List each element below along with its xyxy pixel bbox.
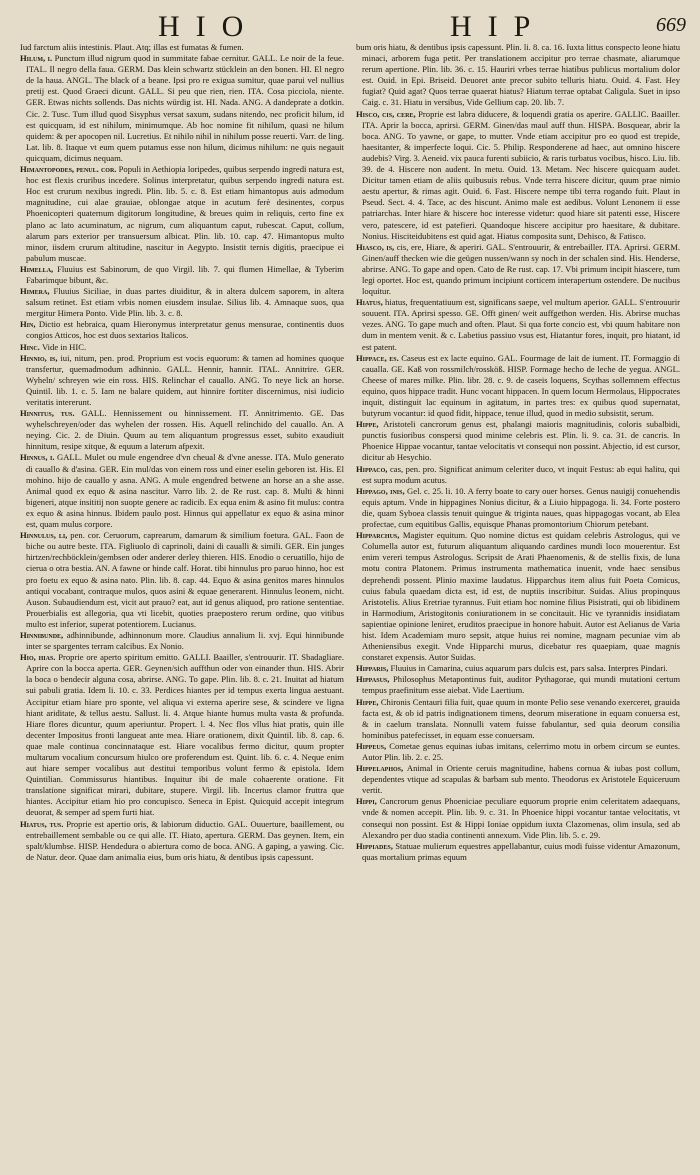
dictionary-entry: [356, 109, 680, 242]
entry-text: Aristoteli cancrorum genus est, phalangi maioris magnitudinis, coloris subalbidi, punctis fusioribus conspersi quod minime celebris est. Plin. li. 9. ca. 31. de cancris. In Phoenice Hippae vocantur, tantae velocitatis vt consequi non possint. Abjectio, id est cursor, dicitur ab Hesychio.: [362, 419, 680, 463]
entry-text: Philosophus Metapontinus fuit, auditor Pythagorae, qui mundi mutationi certum tempus praefinitum esse aiebat. Vide Laertium.: [362, 674, 680, 696]
left-guide-word: HIO: [158, 10, 260, 43]
dictionary-entry: [356, 796, 680, 840]
dictionary-entry: [356, 663, 680, 674]
entry-text: hiatus, frequentatiuum est, significans saepe, vel multum aperior. GALL. S'entrouurir souuent. ITA. Aprirsi spesso. GE. Offt ginen/ weit auffgethon werden. His. Abrirse muchas vezes. ANG. To gape much and often. Plaut. Si qua forte concio est, vbi quum habitare non dum in mentem venit. & c. Labetius passiuo vsus est, Hiatantur fores, inquit, pro hiatant, id est patent.: [362, 297, 680, 352]
entry-headword: Hipparis,: [356, 663, 391, 674]
entry-headword: Hilum, i.: [20, 53, 55, 64]
dictionary-entry: [20, 286, 344, 319]
entry-headword: Hinnus, i.: [20, 452, 57, 463]
entry-headword: Hippasus,: [356, 674, 393, 685]
entry-headword: Hippe,: [356, 696, 381, 707]
entry-text: iui, nitum, pen. prod. Proprium est vocis equorum: & tamen ad homines quoque transfertur, quemadmodum adhinnio. GALL. Hennir, hannir. ITAL. Annitrire. GER. Wyheln/ schreyen wie ein ross. HIS. Relinchar el cauallo. ANG. To neye lick an horse. Quintil. lib. 1. c. 5. Iam ne balare quidem, aut hinnire fortiter discernimus, nisi iudicio veritatis intererunt.: [26, 352, 344, 407]
entry-text: Proprie ore aperto spiritum emitto. GALLI. Baailler, s'entrouurir. IT. Sbadagliare. Aprire con la bocca aperta. GER. Geynen/sich auffthun oder von einander thun. HIS. Abrir la boca o bendecir alguna cosa, abrirse. ANG. To gape. Plin. lib. 8. c. 21. Inuitat ad hiatum sui pabuli gratia. Idem li. 10. c. 33. Perdices hiantes per id tempus exerta lingua aestuant. Accipitur etiam hiare pro sponte, vel aliqua vi externa aperire sese, & scindere ve ligna hiant ariditate, & tellus aestu. Sallust. li. 4. Atque hiante humus multa vasta & profunda. Hiare flores dicuntur, quum aperiuntur. Propert. l. 4. Nec flos vllus hiat pratis, quin ille decenter Impositus fronti langueat ante mea. Hiare orationem, dixit Quintil. lib. 8. cap. 6. quae male continua concinnataque est. Hiare vocalibus fermo dicitur, quum propter multarum vocalium concursum hiulco ore proferendum est. Quint. lib. 6. c. 4. Neque enim aut hiare semper vocalibus aut destitui temporibus volunt fermo & epistola. Idem Quintilian. Commissurus hiantibus. Inquitur ibi de male cohaerente oratione. Fit translatione significat mirari, dubitare, stupere. Virgil. lib. Incertus clamor fruttra que hiantes. Accipitur etiam hio pro concupisco. Seneca in Epist. Quicquid accepit integrum deuorat, & semper ad spem furti hiat.: [26, 652, 344, 818]
dictionary-entry: [356, 297, 680, 352]
dictionary-entry: [356, 674, 680, 696]
dictionary-entry: [20, 164, 344, 264]
entry-text: Cometae genus equinas iubas imitans, celerrimo motu in orbem circum se euntes. Autor Plin. lib. 2. c. 25.: [362, 740, 680, 762]
entry-headword: Himera,: [20, 286, 54, 297]
dictionary-entry: [356, 841, 680, 863]
dictionary-entry: [20, 530, 344, 630]
entry-headword: Hinnio, is,: [20, 352, 61, 363]
entry-text: Punctum illud nigrum quod in summitate fabae cernitur. GALL. Le noir de la feue. ITAL. Il negro della faua. GERM. Das klein schwartz stücklein an den bonen. HI. El negro de la haua. ANGL. The black of a beane. Ipsi pro re exigua sumitur, quae parui vel nullius pretij est. Quod Graeci dicunt. GALL. Si peu que rien, rien. ITA. Cosa picciola, niente. GER. Etwas nichts sollends. Das nichts würdig ist. HI. Nada. ANG. A dandeprate a dotkin. Cic. 2. Tusc. Tum illud quod Sisyphus versat saxum, sudans nitendo, nec proficit hilum, id est quicquam, id est nihilum, minimumque. Ab hoc nomine fit nihilum, quasi ne hilum quidem: & per apocopen nil. Lucretius. Et nihilo nihil in nihilum posse reuerti. Varr. de ling. Lat. lib. 8. Itaque vt eum quem putamus esse non hilum, dicimus nihilum: ne quis negauit quicquam, dicimus nequam.: [26, 53, 344, 163]
dictionary-entry: [356, 486, 680, 530]
dictionary-entry: [20, 652, 344, 818]
entry-text: Proprie est labra diducere, & loquendi gratia os aperire. GALLIC. Baailler. ITA. Aprir la bocca, aprirsi. GERM. Ginen/das maul auff thun. HISPA. Bosquear, abrir la boca. ANG. To yawne, or gape, to mutter. Vnde etiam accipitur pro eo quod est trepide, haesitanter, & imperfecte loqui. Cic. 5. Philip. Responderene ad haec, aut omnino hiscere audebis? Virg. 3. Aeneid. vix pauca furenti subiicio, & raris turbatus vocibus, hisco. Liu. lib. 39. de 4. Hiscere non audent. In metu. Ouid. 13. Metam. Nec hiscere quicquam audet. Dicitur tamen etiam de aliis quibusuis rebus. Vnde terra hiscere dicitur, quum prae nimio aestu apertur, & rimas agit. Ouid. 6. Fast. Hiscere nempe tibi terra rogando fuit. Plaut in Pseud. Sect. 4. 4. Tace, ac des hiscunt. Animo male est aedibus. Volunt Lenonem ii esse patriarchas. Inter hiare & hiscere hoc interesse videtur: quod hiare sit patenti esse, Hiscere vero, patescere, id est patefieri. Quandoque hiscere accipitur pro haesitare, & dubitare. Nonius. Hisciteidubitens est quid agat. Hiatus composita sunt, Dehisco, & Fatisco.: [362, 108, 680, 241]
entry-text: Caseus est ex lacte equino. GAL. Fourmage de lait de iument. IT. Formaggio di caualla. GE. Kaß von rossmilch/rossköß. HISP. Formage hecho de leche de yegua. ANGL. Cheese of mares milke. Plin. libr. 28. c. 9. de caseis loquens, Scythas sollemnem effectus equino, quos hippace tradit. Hunc vocant hippacen. In quem locum Hermolaus, Hippocrates inquit, distinguit lac equinum in agitatum, in partes tres: ex quibus quod supernatat, butyrum vocantur: id quod fidit, hippace, tenue illud, quod in medio subsistit, serum.: [362, 352, 680, 419]
entry-headword: Hisco, cis, cere,: [356, 108, 419, 119]
entry-text: Vide in HIC.: [41, 341, 87, 352]
entry-text: Chironis Centauri filia fuit, quae quum in monte Pelio sese venando exerceret, grauida facta est, & ob id patris indignationem timens, deorum miseratione in equam conuersa est, & in caelum translata. Nonnulli vatem fuisse fabulantur, sed quia deorum consilia hominibus patefecisset, in equam esse conuersam.: [362, 696, 680, 740]
entry-headword: Hipparchus,: [356, 530, 403, 541]
entry-text: cas, pen. pro. Significat animum celeriter duco, vt inquit Festus: ab equi halitu, qui est supra modum acutus.: [362, 463, 680, 485]
entry-headword: Hippiades,: [356, 840, 396, 851]
dictionary-entry: [20, 630, 344, 652]
dictionary-entry: [356, 763, 680, 796]
entry-text: GALL. Hennissement ou hinnissement. IT. Annitrimento. GE. Das wyhelschreyen/oder das wyhelen der rossen. His. Aquell relinchido del cauallo. An. A neying. Cic. 2. de Diuin. Quum au tem aliquantum progressus esset, subito exaudiuit hinnitum, resipe xitque, & equum a laterum afpexit.: [26, 408, 344, 452]
right-guide-word: HIP: [450, 10, 547, 43]
left-column: [20, 42, 344, 1167]
entry-headword: Himella,: [20, 263, 58, 274]
entry-headword: Hiasco, is,: [356, 241, 397, 252]
entry-text: Fluuius Siciliae, in duas partes diuiditur, & in altera dulcem saporem, in altera salsum retinet. Est etiam vrbis nomen eiusdem insulae. Silius lib. 4. Amnaque suos, qua mergitur Himera Ponto. Vide Plin. lib. 3. c. 8.: [26, 286, 344, 319]
entry-headword: Hio, hias.: [20, 652, 59, 663]
dictionary-entry: [356, 530, 680, 663]
entry-text: bum oris hiatu, & dentibus ipsis capessunt. Plin. li. 8. ca. 16. Iuxta littus conspecto leone hiatu minaci, arborem fuga petit. Per translationem accipitur pro terrae chasmate, aliarumque rerum apertione. Plin. lib. 36. c. 15. Hauriri vrbes terrae hiatibus publicus mortalium dolor est. Ouid. in Epi. Briseid. Deuoret ante precor subito telluris hiatu. Ouid. 4. Fast. Hey fugiat? Quid agat? Quos terrae quaerat hiatus? Hiatum terrae optabat Caligula. Suet in ipso Caig. c. 31. Hiatu in versibus, Vide Gellium cap. 20. lib. 7.: [356, 42, 680, 108]
entry-text: adhinnibunde, adhinnonum more. Claudius annalium li. xvj. Equi hinnibunde inter se spargentes terram calcibus. Ex Nonio.: [26, 629, 344, 652]
dictionary-entry: [20, 319, 344, 341]
entry-text: Fluuius est Sabinorum, de quo Virgil. lib. 7. qui flumen Himellae, & Tyberim Fabarimque bibunt, &c.: [26, 263, 344, 285]
entry-headword: Himantopodes, penul. cor.: [20, 164, 119, 175]
entry-text: Populi in Aethiopia loripedes, quibus serpendo ingredi natura est, hoc est flexis cruribus incedere. Solinus interpretatur, quibus serpendo ingredi natura est. Hoc est crurum nexibus ingredi. Plin. lib. 5. c. 8. Est etiam himantopus auis admodum magnitudine, cui alae grauiae, oblongae atque in acutum ferè desinentes, corpus Phoenicopteri quaternum digitorum longitudine, & breues quim in reliquis, certo fine ex plano ac lato acuminatum, ac nigrum, cum aliquantum caput, rubescat. Caput, collum, alarum pars exterior per transuersum albicat. Plin. lib. 10. cap. 47. Himantopus multo minor, iisdem crurum altitudine, nascitur in Aegypto. Insistit ternis digitis, praecipue ei pabulum muscae.: [26, 164, 344, 263]
entry-headword: Hippe,: [356, 419, 384, 430]
dictionary-entry: [20, 452, 344, 530]
entry-text: Gel. c. 25. li. 10. A ferry boate to cary ouer horses. Genus nauigij conuehendis equis aptum. Vnde in hippagines Nonius dicitur, & a Liuio hippagoga. li. 34. Forte postero die, quam Syboea classis tenuit quingue & triginta naues, quas hippagogas vocant, ab Elea profectae, cum equitibus Gallis, equisque Phanas promontorium Chiorum petebant.: [362, 485, 680, 530]
entry-headword: Hippeus,: [356, 740, 390, 751]
dictionary-entry: [356, 741, 680, 763]
entry-text: cis, ere, Hiare, & aperiri. GAL. S'entrouurir, & entrebailler. ITA. Aprirsi. GERM. Ginen/auff thecken wie die geügen nussen/wann sy noch in der schalen sind. His. Henderse, abrirse. ANG. To gape and open. Cato de Re rust. cap. 17. Vbi primum incipit hiascere, tum legi oportet. Hoc est, quando primum incipiunt corticem interapertum ostendere. De nucibus loquitur.: [362, 241, 680, 297]
right-column: [356, 42, 680, 1167]
entry-text: Fluuius in Camarina, cuius aquarum pars dulcis est, pars salsa. Interpres Pindari.: [390, 663, 668, 674]
entry-text: Dictio est hebraica, quam Hieronymus interpretatur genus mensurae, continentis duos congios Atticos, hoc est duos sextarios Italicos.: [26, 319, 344, 341]
entry-text: Magister equitum. Quo nomine dictus est quidam celebris Astrologus, qui ve Columella autor est, futurum aliquantum aliquando cardines mundi loco mouerentur. Est enim vereri tempus Astrologus. Scripsit de Arati Phaenomenis, & de stellis fixis, de luna motu contra Platonem. Primus instrumenta mathematica inuenit, vnde haec sensibus deprehendi possent. Plinio maxime laudatus. Hipparchus item alius fuit Poeta Comicus, cuius fabula quaedam dicta est, id est, de nuptiis inscribitur. Suidas. Alius propinquus Aristotelis. Alius Eretriae tyrannus. Fuit etiam hoc nomine filius Pisistrati, qui ob libidinem in Harmodium, Aristogitonis coniurationem in se concitauit. Hic ve tyrannidis insidiatam sapientiae opinione leniret, eruditos praecipue in honore habuit. Autor est Aelianus de Varia hist. Idem Academiam muro sepsit, atque huius rei nomine, magnam pecuniae vim ab Atheniensibus exegit. Vnde Hipparchi murus, dicebatur res quaepiam, quae magnis constaret expensis. Autor Suidas.: [362, 530, 680, 663]
dictionary-entry: [20, 353, 344, 408]
dictionary-entry: [356, 419, 680, 463]
entry-text: GALL. Mulet ou mule engendree d'vn cheual & d'vne anesse. ITA. Mulo generato di cauallo & d'asina. GER. Ein mul/das von einem ross und einer eselin geboren ist. His. El mohino. hijo de cauallo y asna. ANG. A mule engendred betwene an horse an a she asse. Animal quod ex equo & asina nascitur. Varro lib. 2. de Re rust. cap. 8. Multi & hinni bigeneri, atque insititij non suopte genere ac radicib. Ex equa enim & asino fit mulus: contra ex equo & asina hinnus. Ibidem paulo post. Hinnus qui appellatur ex equo & asina minor est, quam mulus corpore.: [26, 452, 344, 530]
dictionary-entry: [20, 53, 344, 164]
entry-headword: Hippago, inis,: [356, 485, 408, 496]
dictionary-entry: [20, 408, 344, 452]
entry-headword: Hinnulus, li,: [20, 530, 71, 541]
page-number: 669: [656, 14, 686, 36]
entry-text: pen. cor. Ceruorum, caprearum, damarum & similium foetura. GAL. Faon de biche ou autre beste. ITA. Figliuolo di caprinoli, daini di caualli & simili. GER. Ein junges hirtzen/rechböcklein/gembsen oder anderer derley thieren. HIS. Enodio o ceruatillo, hijo de cierua o otra bestia. AN. A fawne or hinde calf. Horat. tibi hinnulus pro paruo hinno, hoc est pro foetu ex equo & asina nato. Plin. lib. 8. cap. 44. Equo & asina genitos mares hinnulos antiqui vocabant, contraque mulos, quos asini & equae generarent. Hinnulus leonem, nicht. Auson. Subaudiendum est, vicit aut prauo? eat, aut id genus aliquod, pro ratione sententiae. Prouerbialis est allegoria, qua vti licebit, quoties praepostero rerum ordine, quo vitibus multo est inferior, superat potentiorem. Lucianus.: [26, 530, 344, 629]
dictionary-entry: [356, 242, 680, 297]
entry-headword: Hinnibunde,: [20, 629, 67, 640]
dictionary-entry: [356, 464, 680, 486]
entry-headword: Hinc.: [20, 341, 42, 352]
dictionary-entry: [20, 819, 344, 863]
entry-headword: Hinnitus, tus.: [20, 408, 82, 419]
entry-headword: Hippace, es.: [356, 352, 402, 363]
entry-text: Proprie est apertio oris, & labiorum diductio. GAL. Ouuerture, baaillement, ou entrebaillement sembable ou ce qui alle. IT. Hiato, apertura. GERM. Das geynen. Item, ein spalt/klumbse. HISP. Hendedura o abiertura como de boca. ANG. A gaping, a yawing. Cic. de Natur. deor. Quae dam animalia eius, bum oris hiatu, & dentibus ipsis capessunt.: [26, 818, 344, 862]
entry-headword: Hin,: [20, 319, 39, 330]
dictionary-entry: [356, 353, 680, 420]
entry-text: Animal in Oriente ceruis magnitudine, habens cornua & iubas post collum, dependentes vtique ad scapulas & barbam sub mento. Theodorus ex Aristotele Equiceruum vertit.: [362, 763, 680, 796]
entry-headword: Hippaco,: [356, 463, 390, 474]
dictionary-entry: [20, 264, 344, 286]
entry-headword: Hippelaphos,: [356, 763, 407, 774]
entry-text: Cancrorum genus Phoeniciae peculiare equorum proprie enim celeritatem adaequans, vnde & nomen accepit. Plin. lib. 9. c. 31. In Phoenice hippi vocantur tantae velocitatis, vt consequi non possint. Est & Hippi Ioniae oppidum iuxta Clazomenas, olim insula, sed ab Alexandro per duo stadia continenti annexum. Vide Plin. lib. 5. c. 29.: [362, 796, 680, 840]
entry-headword: Hippi,: [356, 796, 380, 807]
entry-text: Iud farctum aliis intestinis. Plaut. Atq; illas est fumatas & fumen.: [20, 42, 244, 52]
dictionary-entry: [356, 697, 680, 741]
entry-text: Statuae mulierum equestres appellabantur, cuius modi fuisse videntur Amazonum, quas mortalium primas equum: [362, 840, 680, 862]
entry-headword: Hiatus,: [356, 297, 386, 308]
entry-headword: Hiatus, tus.: [20, 818, 67, 829]
dictionary-entry: [20, 342, 344, 353]
running-header: [20, 6, 686, 42]
dictionary-entry: [356, 42, 680, 109]
